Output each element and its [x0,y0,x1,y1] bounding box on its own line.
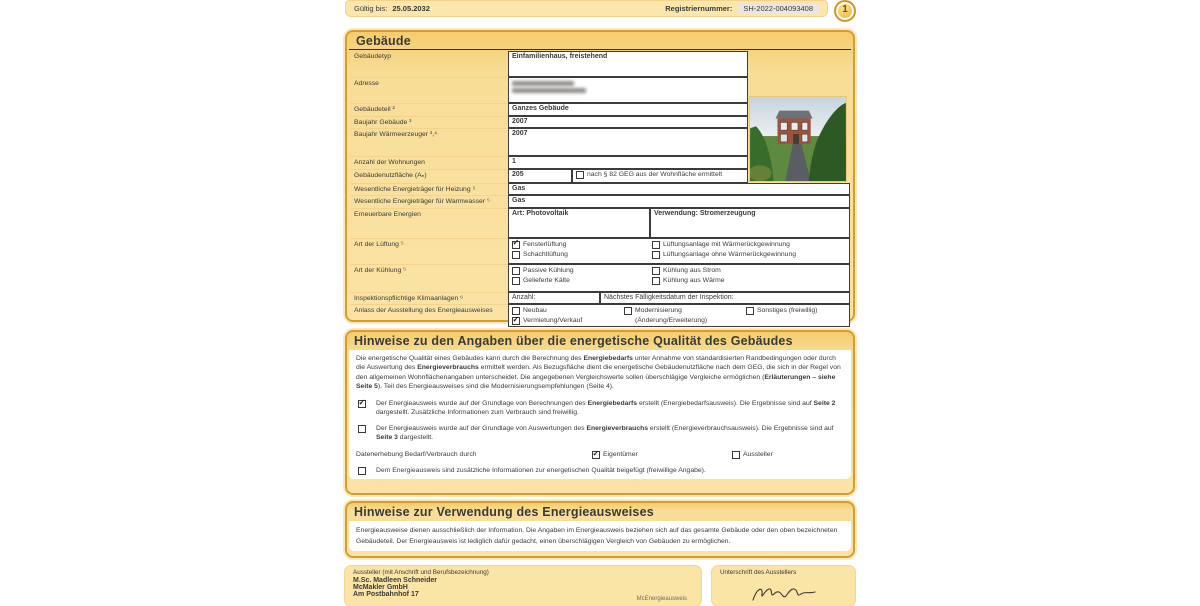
usage-section-title: Hinweise zur Verwendung des Energieausweises [354,505,654,519]
field-label-warmwasser: Wesentliche Energieträger für Warmwasser ⁵ [350,195,508,208]
field-value-erneuerbare-verwendung: Verwendung: Stromerzeugung [650,208,850,238]
field-value-gebaeudetyp: Einfamilienhaus, freistehend [508,51,748,77]
nutzflaeche-option-cell [572,169,748,183]
field-value-gebaeudeteil: Ganzes Gebäude [508,103,748,116]
checkbox-energiebedarf-icon [358,400,366,408]
quality-paragraph: Die energetische Qualität eines Gebäudes kann durch die Berechnung des Energiebedarfs unter Annahme von standardisierten Randbedingungen oder durch die Auswertung des Energieverbrauchs ermittelt werden. Als Bezugsfläche dient die energetische Gebäudenutzfläche nach dem GEG, die sich in der Regel von den allgemeinen Wohnflächenangaben unterscheidet. Die angegebenen Vergleichswerte sollen überschlägige Vergleiche ermöglichen (Erläuterungen – siehe Seite 5). Teil des Energieausweises sind die Modernisierungsempfehlungen (Seite 4). [356,355,841,391]
field-label-baujahr-waermeerzeuger: Baujahr Wärmeerzeuger ³,⁴ [350,128,508,156]
option-neubau: Neubau [523,307,547,314]
registration-number-value: SH-2022-004093408 [737,3,819,14]
field-value-anzahl-wohnungen: 1 [508,156,748,169]
signature-box [712,566,855,606]
checkbox-lueftung-mit-wrg-icon [652,241,660,249]
field-label-kuehlung: Art der Kühlung ⁵ [350,264,508,292]
checkbox-lueftung-ohne-wrg-icon [652,251,660,259]
checkbox-wohnflaeche-icon [576,171,584,179]
option-vermietung: Vermietung/Verkauf [523,317,583,324]
address-redacted-line2 [512,88,586,93]
field-label-klimaanlagen: Inspektionspflichtige Klimaanlagen ⁶ [350,292,508,305]
quality-section [345,330,855,495]
zusatzinfo-statement: Dem Energieausweis sind zusätzliche Informationen zur energetischen Qualität beigefügt (freiwillige Angabe). [376,466,706,474]
option-lueftung-ohne-wrg: Lüftungsanlage ohne Wärmerückgewinnung [663,250,797,258]
wohnflaeche-option-label: nach § 82 GEG aus der Wohnfläche ermittelt [587,170,723,178]
validity-bar [345,0,828,17]
building-section [345,30,855,322]
option-kuehlung-strom: Kühlung aus Strom [663,266,721,274]
usage-paragraph: Energieausweise dienen ausschließlich der Information. Die Angaben im Energieausweis beziehen sich auf das gesamte Gebäude oder den oben bezeichneten Gebäudeteil. Der Energieausweis ist lediglich dafür gedacht, einen überschlägigen Vergleich von Gebäuden zu ermöglichen. [356,527,838,545]
watermark-text: McEnergieausweis [636,596,687,602]
field-label-anzahl-wohnungen: Anzahl der Wohnungen [350,156,508,169]
valid-until-value: 25.05.2032 [392,4,430,13]
quality-section-title: Hinweise zu den Angaben über die energetische Qualität des Gebäudes [354,334,793,348]
building-photo [749,96,847,182]
checkbox-modernisierung-icon [624,307,632,315]
signature-box-label: Unterschrift des Ausstellers [720,569,797,576]
option-passive-kuehlung: Passive Kühlung [523,266,574,274]
field-label-gebaeudeteil: Gebäudeteil ² [350,103,508,116]
klima-anzahl-cell: Anzahl: [508,292,600,305]
klima-datum-cell: Nächstes Fälligkeitsdatum der Inspektion: [600,292,850,305]
field-label-anlass: Anlass der Ausstellung des Energieausweises [350,304,508,327]
option-modernisierung-sub: (Änderung/Erweiterung) [635,317,708,324]
building-section-title: Gebäude [349,32,851,50]
option-aussteller: Aussteller [743,451,773,459]
option-eigentuemer: Eigentümer [603,451,638,459]
data-collection-label: Datenerhebung Bedarf/Verbrauch durch [356,451,477,459]
field-label-erneuerbare: Erneuerbare Energien [350,208,508,238]
checkbox-energieverbrauch-icon [358,425,366,433]
option-kuehlung-waerme: Kühlung aus Wärme [663,276,725,284]
field-value-warmwasser: Gas [508,195,850,208]
option-schachtlueftung: Schachtlüftung [523,250,568,258]
checkbox-vermietung-icon [512,317,520,325]
field-value-nutzflaeche: 205 [508,169,572,183]
checkbox-kuehlung-strom-icon [652,267,660,275]
energieverbrauch-statement: Der Energieausweis wurde auf der Grundlage von Auswertungen des Energieverbrauchs erstellt (Energieverbrauchsausweis). Die Ergebnisse sind auf Seite 3 dargestellt. [376,425,834,442]
option-sonstiges: Sonstiges (freiwillig) [757,307,818,314]
field-value-baujahr-waermeerzeuger: 2007 [508,128,748,156]
field-label-adresse: Adresse [350,77,508,103]
field-value-heizung: Gas [508,183,850,196]
option-lueftung-mit-wrg: Lüftungsanlage mit Wärmerückgewinnung [663,240,790,248]
usage-section [345,501,855,558]
field-value-baujahr-gebaeude: 2007 [508,116,748,129]
checkbox-schachtlueftung-icon [512,251,520,259]
field-value-erneuerbare-art: Art: Photovoltaik [508,208,650,238]
energiebedarf-statement: Der Energieausweis wurde auf der Grundlage von Berechnungen des Energiebedarfs erstellt (Energiebedarfsausweis). Die Ergebnisse sind auf Seite 2 dargestellt. Zusätzliche Informationen zum Verbrauch sind freiwillig. [376,399,836,416]
issuer-name: M.Sc. Madleen Schneider [353,576,438,584]
checkbox-sonstiges-icon [746,307,754,315]
checkbox-aussteller-icon [732,451,740,459]
registration-number-label: Registriernummer: [665,4,733,13]
issuer-box [345,566,701,606]
address-redacted-line1 [512,81,574,86]
issuer-box-label: Aussteller (mit Anschrift und Berufsbezeichnung) [353,569,489,576]
field-label-baujahr-gebaeude: Baujahr Gebäude ³ [350,116,508,129]
page-number-badge: 1 [834,0,856,22]
issuer-company: McMakler GmbH [353,583,408,591]
field-value-adresse [508,77,748,103]
checkbox-zusatzinfo-icon [358,467,366,475]
field-label-gebaeudetyp: Gebäudetyp [354,53,392,60]
option-modernisierung: Modernisierung [635,307,682,314]
checkbox-eigentuemer-icon [592,451,600,459]
checkbox-gelieferte-kaelte-icon [512,277,520,285]
checkbox-passive-kuehlung-icon [512,267,520,275]
checkbox-neubau-icon [512,307,520,315]
field-label-lueftung: Art der Lüftung ⁵ [350,238,508,264]
field-label-heizung: Wesentliche Energieträger für Heizung ⁵ [350,183,508,196]
option-fensterlueftung: Fensterlüftung [523,240,567,248]
issuer-street: Am Postbahnhof 17 [353,591,419,599]
valid-until-label: Gültig bis: [354,4,388,13]
field-label-nutzflaeche: Gebäudenutzfläche (Aₙ) [350,169,508,183]
checkbox-fensterlueftung-icon [512,241,520,249]
option-gelieferte-kaelte: Gelieferte Kälte [523,276,570,284]
checkbox-kuehlung-waerme-icon [652,277,660,285]
